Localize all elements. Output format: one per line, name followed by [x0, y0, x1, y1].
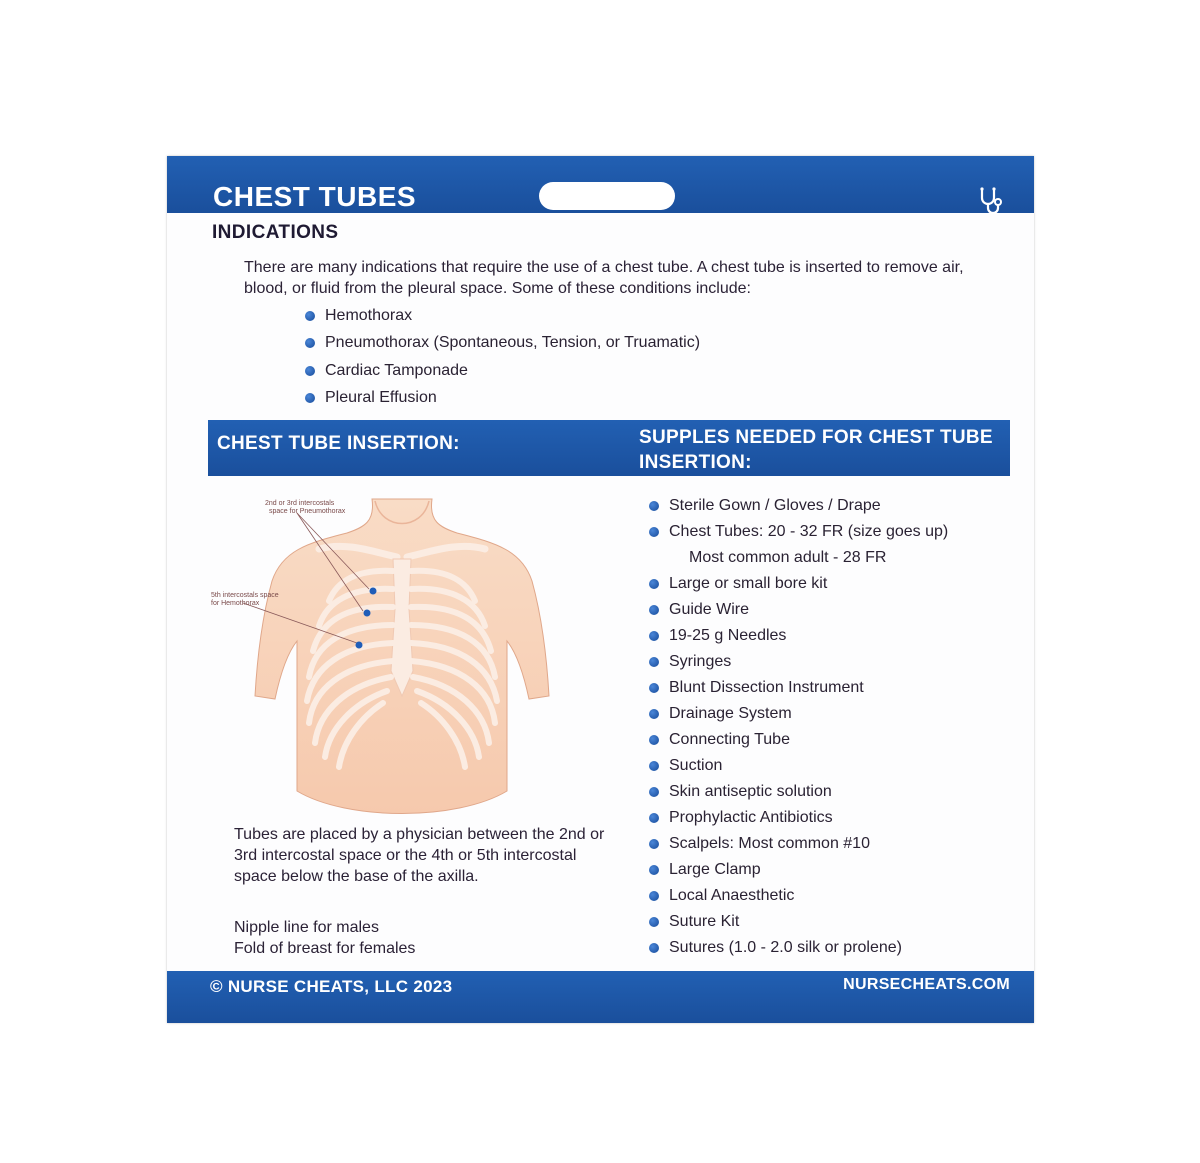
- bullet-icon: [649, 917, 659, 927]
- bullet-icon: [649, 579, 659, 589]
- insertion-point-marker: [370, 588, 377, 595]
- bullet-icon: [305, 311, 315, 321]
- list-item: Chest Tubes: 20 - 32 FR (size goes up): [649, 522, 948, 548]
- list-item: Sutures (1.0 - 2.0 silk or prolene): [649, 938, 948, 964]
- footer-bar: [167, 971, 1034, 1023]
- list-item: Large Clamp: [649, 860, 948, 886]
- bullet-icon: [305, 338, 315, 348]
- list-item: Suture Kit: [649, 912, 948, 938]
- indications-list: [305, 306, 700, 415]
- list-item: Blunt Dissection Instrument: [649, 678, 948, 704]
- bullet-icon: [649, 813, 659, 823]
- list-item: Syringes: [649, 652, 948, 678]
- insertion-note: [234, 917, 415, 959]
- note-females: Fold of breast for females: [234, 940, 416, 957]
- list-item: Skin antiseptic solution: [649, 782, 948, 808]
- list-item: Large or small bore kit: [649, 574, 948, 600]
- list-item: 19-25 g Needles: [649, 626, 948, 652]
- bullet-icon: [649, 527, 659, 537]
- reference-card: [167, 156, 1034, 1023]
- bullet-icon: [649, 943, 659, 953]
- list-item: Cardiac Tamponade: [305, 361, 700, 388]
- bullet-icon: [649, 761, 659, 771]
- website-text: NURSECHEATS.COM: [843, 976, 1010, 993]
- list-item: Suction: [649, 756, 948, 782]
- bullet-icon: [649, 891, 659, 901]
- bullet-icon: [649, 631, 659, 641]
- list-item: Connecting Tube: [649, 730, 948, 756]
- list-item: Pneumothorax (Spontaneous, Tension, or Truamatic): [305, 333, 700, 360]
- indications-heading: INDICATIONS: [212, 222, 339, 243]
- stethoscope-icon: [974, 184, 1006, 216]
- list-item: Prophylactic Antibiotics: [649, 808, 948, 834]
- insertion-point-marker: [356, 642, 363, 649]
- bullet-icon: [305, 366, 315, 376]
- list-item: Scalpels: Most common #10: [649, 834, 948, 860]
- list-item: Pleural Effusion: [305, 388, 700, 415]
- indications-intro: There are many indications that require the use of a chest tube. A chest tube is inserted to remove air, blood, or fluid from the pleural space. Some of these conditions include:: [244, 259, 964, 297]
- bullet-icon: [649, 839, 659, 849]
- bullet-icon: [649, 501, 659, 511]
- list-item: Hemothorax: [305, 306, 700, 333]
- list-item: Guide Wire: [649, 600, 948, 626]
- diagram-label-lower-1: 5th intercostals space: [211, 592, 279, 599]
- list-item: Sterile Gown / Gloves / Drape: [649, 496, 948, 522]
- bullet-icon: [649, 657, 659, 667]
- card-title: CHEST TUBES: [213, 181, 417, 212]
- bullet-icon: [649, 865, 659, 875]
- insertion-point-marker: [364, 610, 371, 617]
- list-item: Local Anaesthetic: [649, 886, 948, 912]
- insertion-description: Tubes are placed by a physician between the 2nd or 3rd intercostal space or the 4th or 5th intercostal space below the base of the axilla.: [234, 826, 605, 885]
- diagram-label-upper-1: 2nd or 3rd intercostals: [265, 500, 335, 507]
- list-item: Drainage System: [649, 704, 948, 730]
- header-bar: [167, 156, 1034, 213]
- section-header-bar: [208, 420, 1010, 476]
- bullet-icon: [649, 605, 659, 615]
- bullet-icon: [649, 683, 659, 693]
- bullet-icon: [649, 709, 659, 719]
- bullet-icon: [649, 735, 659, 745]
- list-item-sub: Most common adult - 28 FR: [689, 549, 887, 566]
- badge-slot: [539, 182, 675, 210]
- insertion-heading: CHEST TUBE INSERTION:: [217, 433, 460, 454]
- bullet-icon: [649, 787, 659, 797]
- diagram-label-lower-2: for Hemothorax: [211, 600, 260, 607]
- copyright-text: © NURSE CHEATS, LLC 2023: [210, 977, 453, 996]
- bullet-icon: [305, 393, 315, 403]
- diagram-label-upper-2: space for Pneumothorax: [269, 508, 346, 515]
- supplies-heading: SUPPLES NEEDED FOR CHEST TUBE INSERTION:: [639, 427, 993, 473]
- chest-diagram: [197, 491, 607, 831]
- supplies-list: [649, 496, 948, 964]
- note-males: Nipple line for males: [234, 919, 379, 936]
